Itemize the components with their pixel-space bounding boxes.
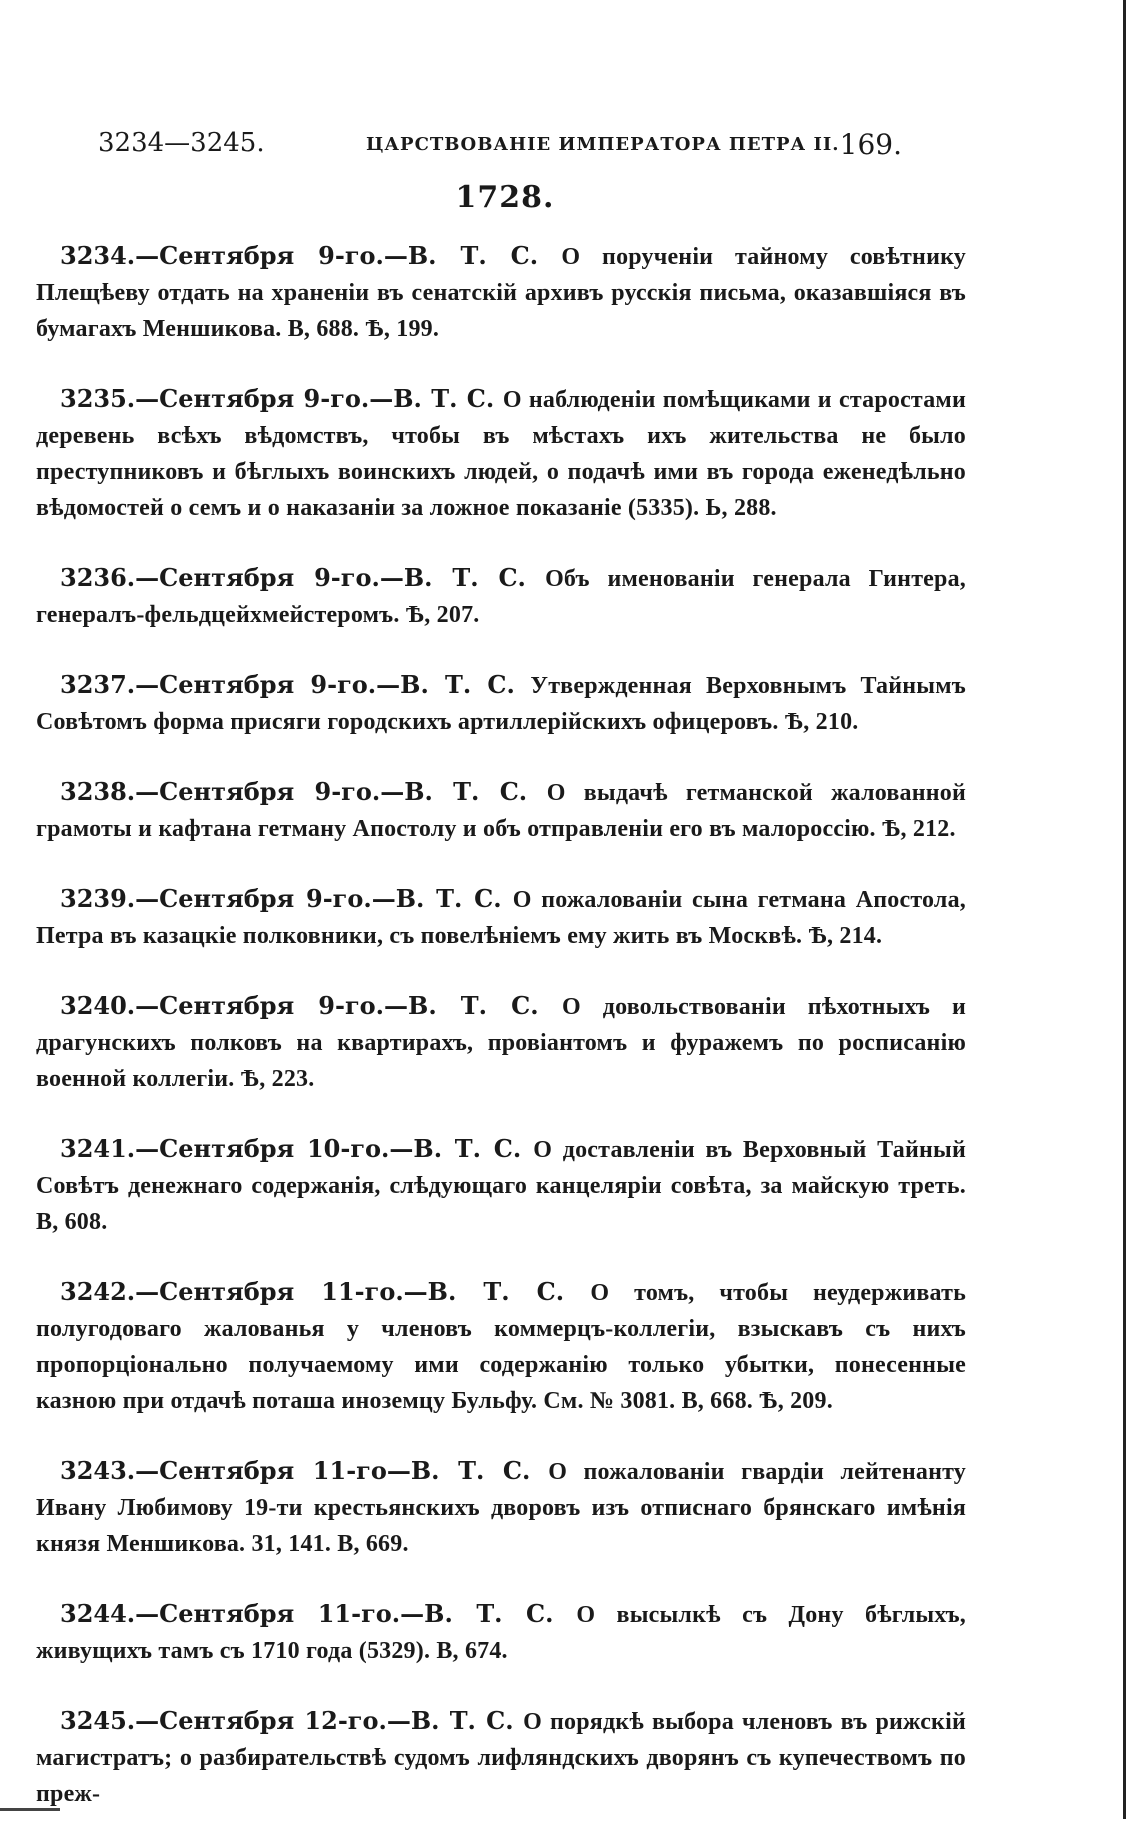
entry-number: 3238.: [60, 777, 136, 806]
entry: [36, 881, 966, 954]
header-title: ЦАРСТВОВАНІЕ ИМПЕРАТОРА ПЕТРА II.: [366, 134, 840, 155]
entry: [36, 238, 966, 347]
entry-date: —Сентября 9-го.—В. Т. С.: [135, 241, 539, 270]
entry-text: О пожалованіи сына гетмана Апостола, Петра въ казацкіе полковники, съ повелѣніемъ ему жить въ Москвѣ. Ѣ, 214.: [36, 887, 966, 949]
entry-text: О порученіи тайному совѣтнику Плещѣеву отдать на храненіи въ сенатскій архивъ русскія письма, оказавшіяся въ бумагахъ Меншикова. В, 688. Ѣ, 199.: [36, 244, 966, 342]
entry-text: О довольствованіи пѣхотныхъ и драгунскихъ полковъ на квартирахъ, провіантомъ и фуражемъ по росписанію военной коллегіи. Ѣ, 223.: [36, 994, 966, 1092]
entry-text: О порядкѣ выбора членовъ въ рижскій магистратъ; о разбирательствѣ судомъ лифляндскихъ дворянъ съ купечествомъ по преж-: [36, 1709, 966, 1807]
entry-date: —Сентября 10-го.—В. Т. С.: [135, 1134, 522, 1163]
entry-text: О наблюденіи помѣщиками и старостами деревень всѣхъ вѣдомствъ, чтобы въ мѣстахъ ихъ жительства не было преступниковъ и бѣглыхъ воинскихъ людей, о подачѣ ими въ города еженедѣльно вѣдомостей о семъ и о наказаніи за ложное показаніе (5335). Ь, 288.: [36, 387, 966, 521]
entry: [36, 560, 966, 633]
entry-date: —Сентября 9-го.—В. Т. С.: [135, 777, 528, 806]
entry-number: 3243.: [60, 1456, 136, 1485]
entry-text: О томъ, чтобы неудерживать полугодоваго жалованья у членовъ коммерцъ-коллегіи, взыскавъ съ нихъ пропорціонально получаемому ими содержанію только убытки, понесенные казною при отдачѣ поташа иноземцу Бульфу. См. № 3081. В, 668. Ѣ, 209.: [36, 1280, 966, 1414]
entry: [36, 1703, 966, 1812]
entry-number: 3236.: [60, 563, 136, 592]
entry: [36, 1596, 966, 1669]
entry: [36, 1274, 966, 1419]
entry-text: О выдачѣ гетманской жалованной грамоты и кафтана гетману Апостолу и объ отправленіи его въ малороссію. Ѣ, 212.: [36, 780, 966, 842]
entry-number: 3241.: [60, 1134, 136, 1163]
entry-number: 3235.: [60, 384, 136, 413]
entry-text: О высылкѣ съ Дону бѣглыхъ, живущихъ тамъ съ 1710 года (5329). В, 674.: [36, 1602, 966, 1664]
entry-number: 3245.: [60, 1706, 136, 1735]
entry: [36, 774, 966, 847]
entry-number: 3237.: [60, 670, 136, 699]
entry-number: 3234.: [60, 241, 136, 270]
entry-number: 3239.: [60, 884, 136, 913]
entry: [36, 1131, 966, 1240]
entry: [36, 381, 966, 526]
year-heading: 1728.: [455, 180, 555, 215]
entry: [36, 988, 966, 1097]
entry-number: 3244.: [60, 1599, 136, 1628]
running-header: [98, 128, 918, 168]
header-entry-range: 3234—3245.: [98, 128, 265, 158]
entry-text: Объ именованіи генерала Гинтера, генералъ-фельдцейхмейстеромъ. Ѣ, 207.: [36, 566, 966, 628]
entry-date: —Сентября 9-го.—В. Т. С.: [135, 563, 526, 592]
entry-number: 3242.: [60, 1277, 136, 1306]
entry-text: О доставленіи въ Верховный Тайный Совѣтъ денежнаго содержанія, слѣдующаго канцеляріи совѣта, за майскую треть. В, 608.: [36, 1137, 966, 1235]
entries-body: [36, 238, 966, 1846]
entry-date: —Сентября 11-го.—В. Т. С.: [135, 1277, 565, 1306]
entry-date: —Сентября 11-го—В. Т. С.: [135, 1456, 531, 1485]
entry-number: 3240.: [60, 991, 136, 1020]
entry-date: —Сентября 9-го.—В. Т. С.: [135, 884, 502, 913]
entry-date: —Сентября 12-го.—В. Т. С.: [135, 1706, 514, 1735]
entry-date: —Сентября 9-го.—В. Т. С.: [135, 991, 539, 1020]
entry: [36, 667, 966, 740]
page-number: 169.: [839, 128, 902, 161]
entry-text: О пожалованіи гвардіи лейтенанту Ивану Любимову 19-ти крестьянскихъ дворовъ изъ отписнаго брянскаго имѣнія князя Меншикова. 31, 141. В, 669.: [36, 1459, 967, 1557]
page-edge-rule: [1123, 0, 1126, 1819]
entry-date: —Сентября 11-го.—В. Т. С.: [135, 1599, 554, 1628]
entry-date: —Сентября 9-го.—В. Т. С.: [135, 384, 495, 413]
entry-date: —Сентября 9-го.—В. Т. С.: [135, 670, 515, 699]
entry-text: Утвержденная Верховнымъ Тайнымъ Совѣтомъ форма присяги городскихъ артиллерійскихъ офицеровъ. Ѣ, 210.: [36, 673, 966, 735]
entry: [36, 1453, 966, 1562]
